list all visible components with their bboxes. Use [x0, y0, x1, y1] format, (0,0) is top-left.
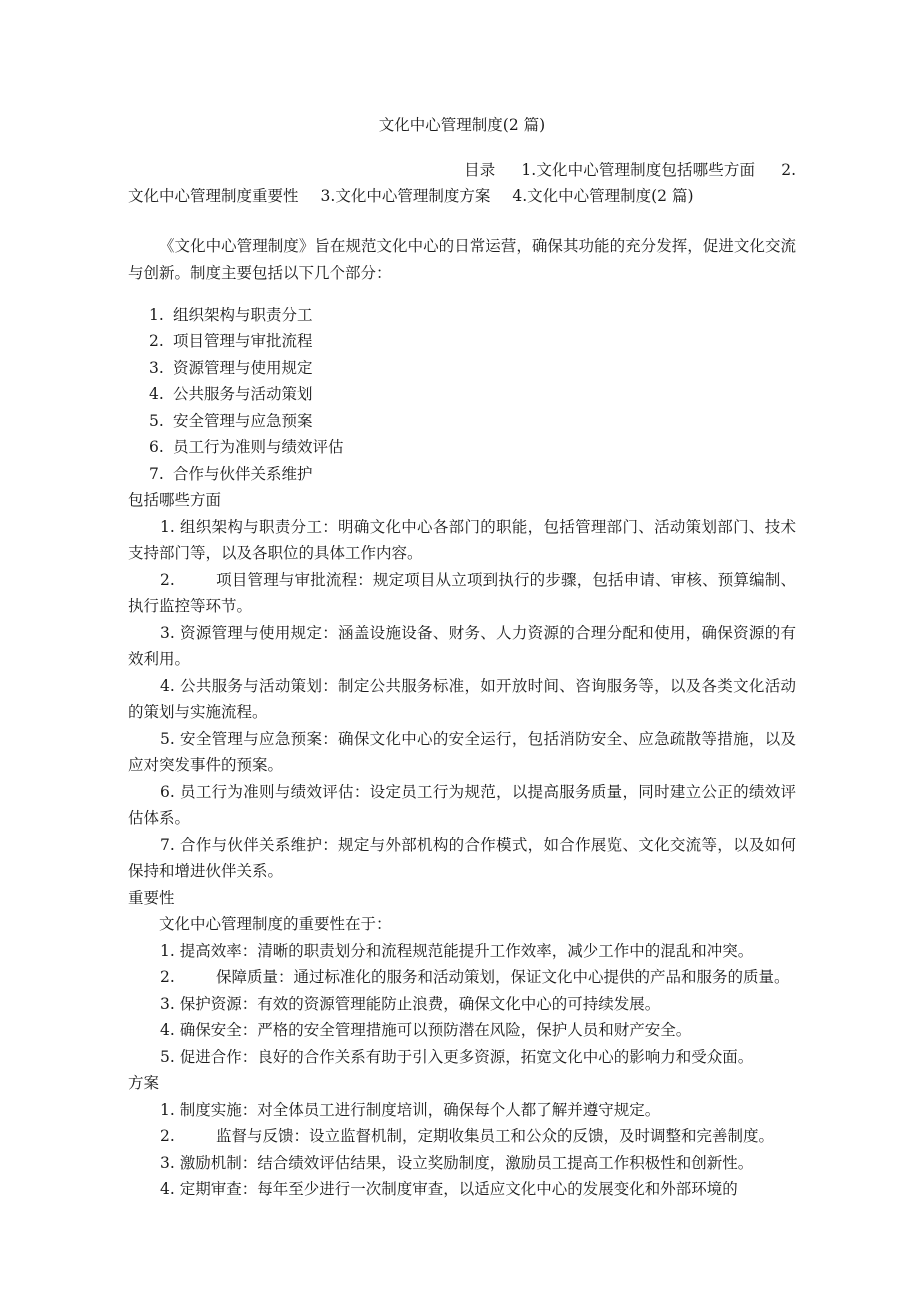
section-item-text: 资源管理与使用规定：涵盖设施设备、财务、人力资源的合理分配和使用，确保资源的有效利用。: [128, 623, 796, 668]
section-item-text: 项目管理与审批流程：规定项目从立项到执行的步骤，包括申请、审核、预算编制、执行监控等环节。: [128, 570, 796, 615]
toc-entry-4[interactable]: 4.文化中心管理制度(2 篇): [512, 187, 694, 205]
section-item: [128, 567, 796, 620]
list-item: [128, 328, 796, 355]
list-item-label: 员工行为准则与绩效评估: [173, 438, 344, 456]
section-item-text: 制度实施：对全体员工进行制度培训，确保每个人都了解并遵守规定。: [174, 1100, 661, 1119]
section-item-marker: 2.: [160, 570, 175, 589]
toc-entry-1[interactable]: 1.文化中心管理制度包括哪些方面: [521, 161, 756, 179]
section-item-text: 保护资源：有效的资源管理能防止浪费，确保文化中心的可持续发展。: [174, 994, 661, 1013]
section-item-marker: 3.: [160, 623, 175, 642]
toc-entry-2-end[interactable]: 制度重要性: [221, 187, 299, 205]
section-item-marker: 3.: [160, 994, 175, 1013]
section-item: [128, 514, 796, 567]
section-item-marker: 1.: [160, 941, 175, 960]
section-item-text: 员工行为准则与绩效评估：设定员工行为规范，以提高服务质量，同时建立公正的绩效评估体系。: [128, 782, 796, 827]
page-title: 文化中心管理制度(2 篇): [378, 116, 546, 134]
list-item-marker: 5.: [149, 411, 164, 430]
section-item: [128, 991, 796, 1018]
list-item: [128, 461, 796, 488]
list-item-label: 安全管理与应急预案: [173, 411, 313, 430]
section-item-marker: 1.: [160, 1100, 175, 1119]
section-item-marker: 5.: [160, 1047, 175, 1066]
section-item: [128, 1150, 796, 1177]
section-item-text: 组织架构与职责分工：明确文化中心各部门的职能，包括管理部门、活动策划部门、技术支持部门等，以及各职位的具体工作内容。: [128, 517, 796, 562]
list-item: [128, 408, 796, 435]
document-content: [128, 0, 796, 1203]
section-item-marker: 5.: [160, 729, 175, 748]
section-item: [128, 726, 796, 779]
section-item-text: 合作与伙伴关系维护：规定与外部机构的合作模式，如合作展览、文化交流等，以及如何保持和增进伙伴关系。: [128, 835, 796, 880]
section-item-marker: 7.: [160, 835, 175, 854]
section-item-marker: 3.: [160, 1153, 175, 1172]
list-item-label: 资源管理与使用规定: [173, 358, 313, 377]
section-item-text: 安全管理与应急预案：确保文化中心的安全运行，包括消防安全、应急疏散等措施，以及应对突发事件的预案。: [128, 729, 796, 774]
toc-entry-2-start[interactable]: 2.文化中心管理: [128, 161, 796, 205]
section-item-marker: 4.: [160, 676, 175, 695]
section-item: [128, 832, 796, 885]
list-item-marker: 3.: [149, 358, 164, 377]
section-item-text: 公共服务与活动策划：制定公共服务标准，如开放时间、咨询服务等，以及各类文化活动的策划与实施流程。: [128, 676, 796, 721]
section-item-text: 监督与反馈：设立监督机制，定期收集员工和公众的反馈，及时调整和完善制度。: [216, 1127, 775, 1145]
section-heading: 方案: [128, 1074, 160, 1092]
list-item: [128, 434, 796, 461]
section-item-marker: 4.: [160, 1021, 175, 1039]
document-section: [128, 1070, 796, 1203]
section-item: [128, 1123, 796, 1150]
sections-container: [128, 487, 796, 1203]
section-item-text: 定期审查：每年至少进行一次制度审查，以适应文化中心的发展变化和外部环境的: [174, 1180, 738, 1198]
overview-list: [128, 302, 796, 488]
section-item: [128, 1017, 796, 1044]
section-item-marker: 2.: [160, 1127, 175, 1145]
toc-entry-3[interactable]: 3.文化中心管理制度方案: [320, 187, 491, 205]
list-item-marker: 6.: [149, 438, 164, 456]
section-item: [128, 1176, 796, 1203]
section-item-text: 确保安全：严格的安全管理措施可以预防潜在风险，保护人员和财产安全。: [174, 1021, 692, 1039]
section-item-marker: 4.: [160, 1180, 175, 1198]
section-heading: 包括哪些方面: [128, 491, 222, 509]
section-item: [128, 964, 796, 991]
section-item-marker: 1.: [160, 517, 175, 536]
list-item-label: 公共服务与活动策划: [173, 385, 313, 403]
section-item-marker: 6.: [160, 782, 175, 801]
list-item-label: 合作与伙伴关系维护: [173, 464, 313, 483]
list-item-marker: 4.: [149, 385, 164, 403]
document-section: [128, 487, 796, 885]
section-item: [128, 1044, 796, 1071]
table-of-contents: [128, 157, 796, 209]
section-item-text: 提高效率：清晰的职责划分和流程规范能提升工作效率，减少工作中的混乱和冲突。: [174, 941, 754, 960]
section-lead-paragraph: 文化中心管理制度的重要性在于：: [159, 915, 392, 933]
section-item-text: 激励机制：结合绩效评估结果，设立奖励制度，激励员工提高工作积极性和创新性。: [174, 1153, 754, 1172]
section-item: [128, 620, 796, 673]
list-item: [128, 381, 796, 408]
section-item: [128, 1097, 796, 1124]
list-item: [128, 355, 796, 382]
list-item-marker: 7.: [149, 464, 164, 483]
document-section: [128, 885, 796, 1071]
section-item-text: 保障质量：通过标准化的服务和活动策划，保证文化中心提供的产品和服务的质量。: [216, 968, 790, 986]
list-item-marker: 1.: [149, 305, 164, 324]
list-item: [128, 302, 796, 329]
section-item-marker: 2.: [160, 968, 175, 986]
list-item-marker: 2.: [149, 332, 164, 350]
intro-paragraph: 《文化中心管理制度》旨在规范文化中心的日常运营，确保其功能的充分发挥，促进文化交流与创新。制度主要包括以下几个部分：: [128, 237, 796, 282]
list-item-label: 组织架构与职责分工: [173, 305, 313, 324]
section-item: [128, 779, 796, 832]
section-item: [128, 938, 796, 965]
list-item-label: 项目管理与审批流程: [173, 332, 313, 350]
section-item: [128, 673, 796, 726]
toc-label: 目录: [464, 161, 496, 179]
section-item-text: 促进合作：良好的合作关系有助于引入更多资源，拓宽文化中心的影响力和受众面。: [174, 1047, 754, 1066]
section-heading: 重要性: [128, 888, 175, 907]
